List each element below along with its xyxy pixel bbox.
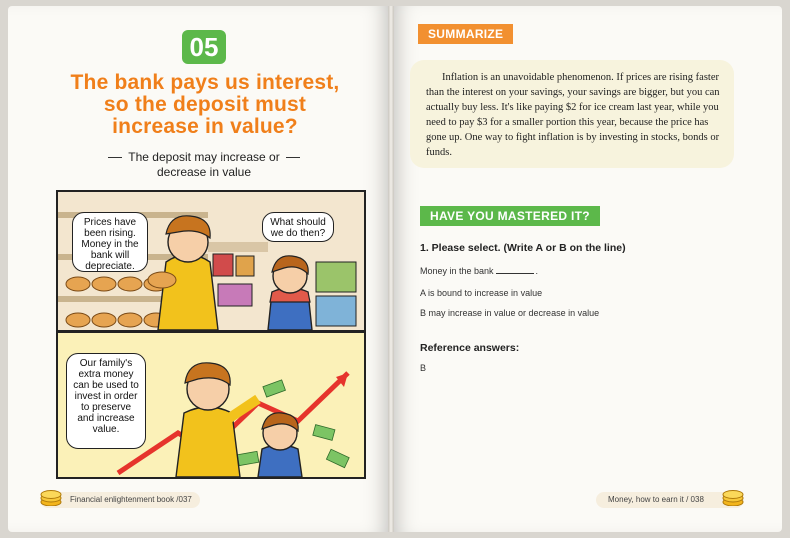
subtitle-dash-left <box>108 157 122 158</box>
page-subtitle <box>90 150 318 180</box>
speech-bubble-invest: Our family's extra money can be used to invest in order to preserve and increase value. <box>66 353 146 449</box>
question-stem <box>420 266 538 276</box>
reference-answers-title: Reference answers: <box>420 342 520 354</box>
comic-panel-1 <box>56 190 366 332</box>
book-spine <box>388 6 394 532</box>
option-a: A is bound to increase in value <box>420 288 543 298</box>
subtitle-line-1: The deposit may increase or <box>128 150 280 164</box>
left-footer: Financial enlightenment book /037 <box>40 492 200 508</box>
speech-bubble-question: What should we do then? <box>262 212 334 242</box>
right-footer: Money, how to earn it / 038 <box>596 492 744 508</box>
answer-blank <box>496 273 534 274</box>
option-b: B may increase in value or decrease in value <box>420 308 600 318</box>
question-stem-prefix: Money in the bank <box>420 266 494 276</box>
summarize-tag: SUMMARIZE <box>418 24 513 44</box>
speech-bubble-depreciation: Prices have been rising. Money in the bank will depreciate. <box>72 212 148 272</box>
reference-answer: B <box>420 363 427 373</box>
chapter-number-badge: 05 <box>182 30 226 64</box>
mastered-tag: HAVE YOU MASTERED IT? <box>420 206 600 226</box>
question-title: 1. Please select. (Write A or B on the line) <box>420 242 626 254</box>
comic-panel-2 <box>56 331 366 479</box>
question-stem-suffix: . <box>535 266 539 276</box>
summary-text: Inflation is an unavoidable phenomenon. If prices are rising faster than the interest on your savings, your savings are bigger, but you can actually buy less. It's like paying $2 for ice cream last year, while you need to pay $3 for a smaller portion this year, because the price has gone up. One way to fight inflation is by investing in stocks, bonds or funds. <box>410 60 734 168</box>
subtitle-dash-right <box>286 157 300 158</box>
coin-stack-icon <box>722 490 744 506</box>
page-title: The bank pays us interest, so the deposit must increase in value? <box>70 71 340 138</box>
coin-stack-icon <box>40 490 62 506</box>
subtitle-line-2: decrease in value <box>156 165 252 179</box>
